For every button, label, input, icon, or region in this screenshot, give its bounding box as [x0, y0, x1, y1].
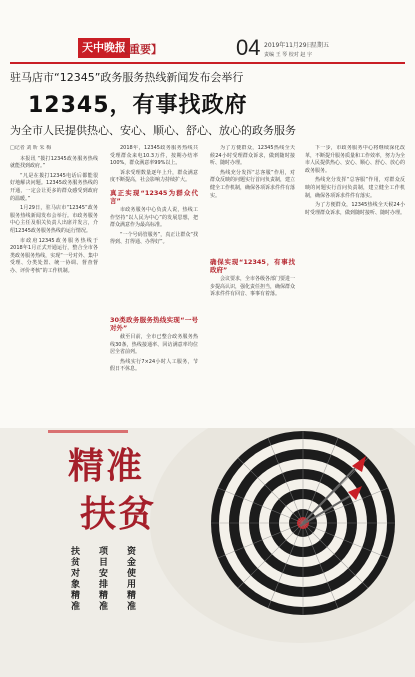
section-label: 【重要】	[118, 43, 162, 56]
article-kicker: 驻马店市“12345”政务服务热线新闻发布会举行	[10, 71, 244, 84]
article-column-2	[110, 145, 198, 303]
page-number: 04	[236, 35, 261, 60]
article-column-3-lower	[210, 255, 295, 315]
calligraphy-title-1: 精准	[68, 445, 145, 487]
paragraph: 为了方便群众，12345热线全天候24小时受理群众诉求，做到随时接听、随时办理。	[305, 202, 405, 216]
paragraph: 本报讯 “拨打12345政务服务热线就能找到政府。”	[10, 155, 98, 170]
article-column-4	[305, 145, 405, 427]
header-rule	[10, 62, 405, 64]
editor-line: 责编 王 琴 校对 赵 宇	[264, 52, 312, 58]
paragraph: 下一步，市政务服务中心将继续深化改革，不断提升服务质量和工作效率，努力为全市人民提供热心、安心、顺心、舒心、放心的政务服务。	[305, 145, 405, 174]
paragraph: 热线充分发挥“总客服”作用，对群众反映的问题实行首问负责制，建立健全工作机制，确保各项诉求件件有落实。	[210, 169, 295, 199]
article-headline: 12345，有事找政府	[28, 93, 248, 118]
paragraph: 热线充分发挥“总客服”作用，对群众反映的问题实行首问负责制，建立健全工作机制，确保各项诉求件件有落实。	[305, 177, 405, 199]
paragraph: “一个号码管服务”，真正让群众“找得到、打得通、办得好”。	[110, 231, 198, 246]
article-column-2-lower	[110, 313, 198, 423]
article-subtitle: 为全市人民提供热心、安心、顺心、舒心、放心的政务服务	[10, 124, 296, 137]
poster-photo	[0, 428, 415, 677]
paragraph: 2018年，12345政务服务热线共受理群众来电10.3万件，按期办结率100%，群众满意率99%以上。	[110, 145, 198, 167]
subheading: 确保实现“12345，有事找政府”	[210, 258, 295, 274]
issue-weekday: 星期五	[311, 42, 330, 49]
article-column-1	[10, 145, 98, 427]
masthead-logo: 天中晚报	[78, 38, 130, 58]
dartboard-image	[0, 428, 415, 677]
subheading: 30类政务服务热线实现“一号对外”	[110, 316, 198, 332]
paragraph: 1月29日，驻马店市“12345”政务服务热线新闻发布会举行。市政务服务中心主任及相关负责人出席并发言，介绍12345政务服务热线的运行情况。	[10, 205, 98, 234]
calligraphy-title-2: 扶贫	[80, 493, 157, 535]
issue-date: 2019年11月29日	[264, 42, 313, 49]
paragraph: 截至目前，全市已整合政务服务热线30条，热线接通率、回访满意率均位居全省前列。	[110, 334, 198, 356]
paragraph: 市政务服务中心负责人说，热线工作坚持“以人民为中心”的发展思想，把群众满意作为最高标准。	[110, 206, 198, 229]
paragraph: 会议要求，全市各级各部门要进一步提高认识，强化责任担当，确保群众诉求件件有回音、事事有着落。	[210, 276, 295, 298]
paragraph: 诉求受理数量逐年上升，群众满意度不断提高，社会影响力持续扩大。	[110, 169, 198, 184]
slogan-vertical-1: 扶贫对象精准	[69, 546, 79, 612]
subheading: 真正实现“12345为群众代言”	[110, 188, 198, 205]
paragraph: “凡是在拨打12345电话后都能很好地解决问题。12345政务服务热线的开通，一定会让更多的群众感受到政府的温暖。”	[10, 172, 98, 202]
paragraph: 为了方便群众，12345热线全天候24小时受理群众诉求，做到随时接听、随时办理。	[210, 145, 295, 167]
slogan-vertical-2: 项目安排精准	[97, 546, 107, 612]
slogan-vertical-3: 资金使用精准	[125, 546, 135, 612]
article-byline: □记者 刘 昕 朱 梅	[10, 145, 52, 151]
article-column-3	[210, 145, 295, 245]
paragraph: 热线实行7×24小时人工服务，节假日不休息。	[110, 358, 198, 373]
paragraph: 市政府12345政务服务热线于2018年1月正式开通运行，整合全市各类政务服务热线，实现“一号对外、集中受理、分类处置、统一协调、督查督办、评价考核”的工作机制。	[10, 237, 98, 274]
